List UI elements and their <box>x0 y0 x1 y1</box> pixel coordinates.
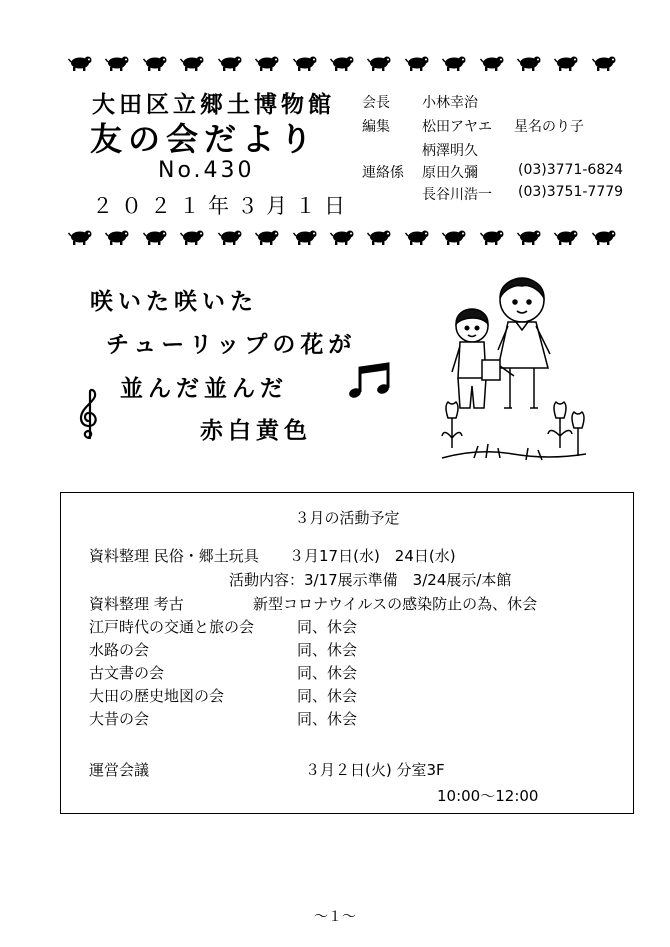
animal-motif-icon <box>405 54 429 72</box>
schedule-item-name: 資料整理 民俗・郷土玩具 <box>89 547 259 565</box>
page-number: ～１～ <box>314 909 356 925</box>
editor-label: 編集 <box>362 119 390 135</box>
editor-name: 柄澤明久 <box>422 143 478 159</box>
schedule-item-detail: 新型コロナウイルスの感染防止の為、休会 <box>253 595 538 613</box>
animal-motif-icon <box>293 228 317 246</box>
music-notes-icon <box>344 362 396 402</box>
org-name: 大田区立郷土博物館 <box>92 92 335 118</box>
schedule-item-detail: 同、休会 <box>297 664 358 682</box>
animal-motif-icon <box>218 54 242 72</box>
meeting-time: 10:00～12:00 <box>437 787 539 805</box>
schedule-item-detail: 活動内容：3/17展示準備 3/24展示/本館 <box>229 571 512 589</box>
animal-motif-icon <box>255 228 279 246</box>
issue-date: ２０２１年３月１日 <box>92 194 353 218</box>
chair-label: 会長 <box>362 95 390 111</box>
animal-motif-icon <box>367 228 391 246</box>
newsletter-title: 友の会だより <box>90 120 319 158</box>
contact-name: 長谷川浩一 <box>422 187 492 203</box>
song-line: 並んだ並んだ <box>120 375 288 402</box>
schedule-item-detail: ３月17日(水) 24日(水) <box>289 547 456 565</box>
contact-phone: (03)3751-7779 <box>518 184 624 200</box>
schedule-item-detail: 同、休会 <box>297 710 358 728</box>
animal-motif-icon <box>592 54 616 72</box>
schedule-item-name: 古文書の会 <box>89 664 165 682</box>
editor-name: 星名のり子 <box>514 119 584 135</box>
treble-clef-icon <box>76 388 102 440</box>
meeting-date: ３月２日(火) 分室3F <box>305 761 445 779</box>
animal-motif-icon <box>330 54 354 72</box>
animal-motif-icon <box>330 228 354 246</box>
animal-motif-icon <box>218 228 242 246</box>
song-line: 咲いた咲いた <box>90 288 258 315</box>
schedule-item-detail: 同、休会 <box>297 618 358 636</box>
animal-motif-icon <box>554 228 578 246</box>
animal-motif-icon <box>517 228 541 246</box>
schedule-item-name: 資料整理 考古 <box>89 595 184 613</box>
schedule-item-name: 江戸時代の交通と旅の会 <box>89 618 255 636</box>
animal-motif-icon <box>68 54 92 72</box>
animal-motif-icon <box>480 54 504 72</box>
animal-motif-icon <box>255 54 279 72</box>
schedule-item-name: 大昔の会 <box>89 710 150 728</box>
contact-label: 連絡係 <box>362 165 404 181</box>
issue-number: No.430 <box>158 158 255 183</box>
contact-phone: (03)3771-6824 <box>518 162 624 178</box>
animal-motif-icon <box>143 54 167 72</box>
animal-motif-icon <box>68 228 92 246</box>
animal-motif-icon <box>480 228 504 246</box>
schedule-item-detail: 同、休会 <box>297 641 358 659</box>
animal-motif-icon <box>554 54 578 72</box>
activity-schedule-box <box>60 492 634 814</box>
animal-motif-icon <box>180 228 204 246</box>
animal-motif-icon <box>592 228 616 246</box>
contact-name: 原田久彌 <box>422 165 478 181</box>
animal-motif-icon <box>442 228 466 246</box>
animal-motif-icon <box>105 228 129 246</box>
animal-motif-icon <box>405 228 429 246</box>
editor-name: 松田アヤエ <box>422 119 492 135</box>
schedule-title: ３月の活動予定 <box>294 509 400 527</box>
schedule-item-name: 大田の歴史地図の会 <box>89 687 225 705</box>
children-tulips-illustration <box>438 268 588 468</box>
animal-motif-icon <box>293 54 317 72</box>
animal-motif-icon <box>105 54 129 72</box>
decorative-border-top <box>68 52 616 74</box>
chair-name: 小林幸治 <box>422 95 478 111</box>
schedule-item-detail: 同、休会 <box>297 687 358 705</box>
song-line: チューリップの花が <box>106 331 357 358</box>
animal-motif-icon <box>367 54 391 72</box>
animal-motif-icon <box>180 54 204 72</box>
animal-motif-icon <box>143 228 167 246</box>
animal-motif-icon <box>517 54 541 72</box>
song-line: 赤白黄色 <box>200 417 312 444</box>
schedule-item-name: 水路の会 <box>89 641 150 659</box>
meeting-name: 運営会議 <box>89 761 150 779</box>
decorative-border-bottom <box>68 226 616 248</box>
animal-motif-icon <box>442 54 466 72</box>
